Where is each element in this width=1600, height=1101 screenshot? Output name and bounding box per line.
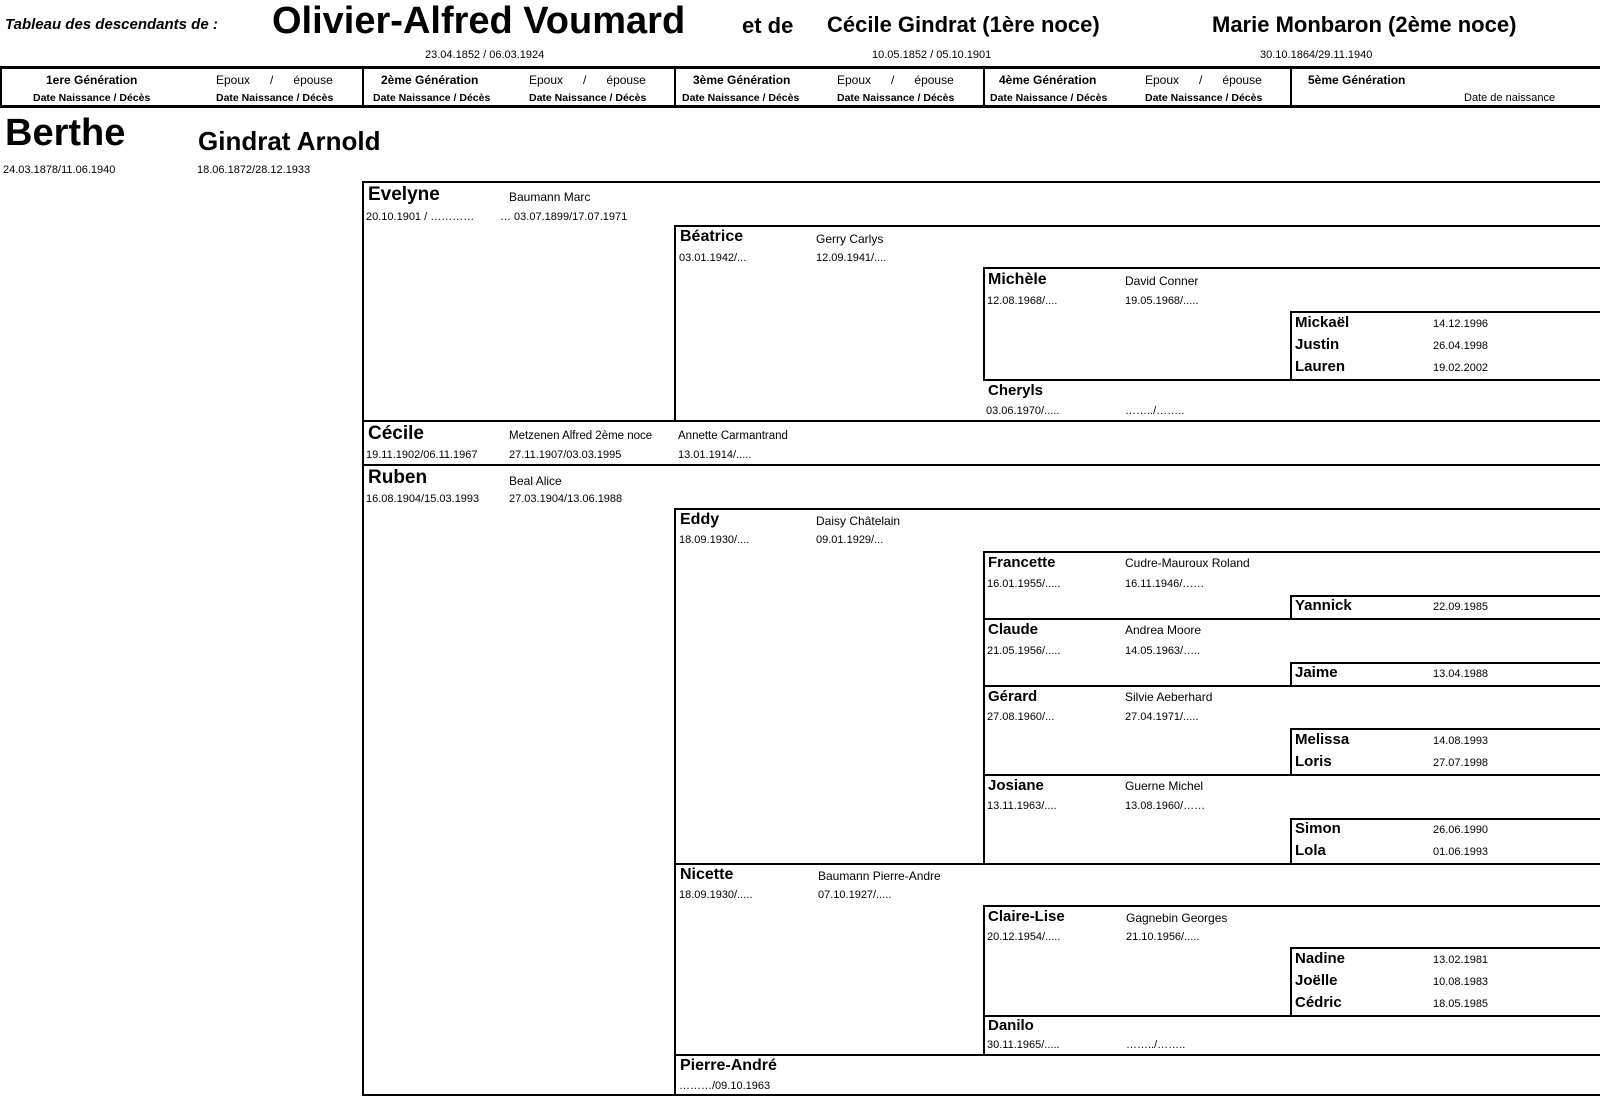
header-gen4: 4ème Génération bbox=[999, 73, 1097, 87]
cecile-name: Cécile bbox=[368, 423, 424, 444]
josiane-kid-date: 01.06.1993 bbox=[1433, 846, 1489, 858]
label: Epoux bbox=[1145, 73, 1180, 87]
title-spouse2-dates: 30.10.1864/29.11.1940 bbox=[1260, 49, 1373, 61]
nicette-name: Nicette bbox=[680, 866, 734, 883]
gerard-kid-name: Melissa bbox=[1295, 731, 1350, 748]
ruben-spouse: Beal Alice bbox=[509, 474, 562, 488]
evelyne-dates: 20.10.1901 / ………… bbox=[366, 211, 475, 223]
gen1-spouse: Gindrat Arnold bbox=[198, 126, 381, 156]
evelyne-name: Evelyne bbox=[368, 184, 440, 205]
title-spouse1-dates: 10.05.1852 / 05.10.1901 bbox=[872, 49, 992, 61]
eddy-name: Eddy bbox=[680, 511, 720, 528]
title-and: et de bbox=[742, 13, 794, 38]
nicette-spouse-dates: 07.10.1927/..... bbox=[818, 889, 892, 901]
nicette-dates: 18.09.1930/..... bbox=[679, 889, 753, 901]
claude-rule bbox=[983, 618, 1600, 620]
header-epoux-3-dates: Date Naissance / Décès bbox=[837, 92, 955, 104]
claire-kid-date: 18.05.1985 bbox=[1433, 998, 1489, 1010]
francette-spouse-dates: 16.11.1946/…… bbox=[1125, 578, 1205, 590]
claude-name: Claude bbox=[988, 621, 1039, 638]
spouse1-name: Cécile Gindrat bbox=[827, 12, 977, 37]
header-epoux-4-dates: Date Naissance / Décès bbox=[1145, 92, 1263, 104]
eddy-dates: 18.09.1930/.... bbox=[679, 534, 750, 546]
header-divider bbox=[983, 66, 985, 108]
gen1-spouse-dates: 18.06.1872/28.12.1933 bbox=[197, 164, 311, 176]
claude-dates: 21.05.1956/..... bbox=[987, 645, 1061, 657]
gerard-kid-name: Loris bbox=[1295, 753, 1332, 770]
claude-spouse: Andrea Moore bbox=[1125, 623, 1202, 637]
header-epoux-2 bbox=[529, 73, 646, 87]
claire-kid-name: Joëlle bbox=[1295, 972, 1338, 989]
michele-spouse-dates: 19.05.1968/..... bbox=[1125, 295, 1199, 307]
header-gen3-dates: Date Naissance / Décès bbox=[682, 92, 800, 104]
josiane-rule bbox=[983, 774, 1600, 776]
cecile-spouse2-dates: 13.01.1914/..... bbox=[678, 449, 752, 461]
gen1-name: Berthe bbox=[5, 112, 126, 154]
label: épouse bbox=[914, 73, 954, 87]
cheryls-rule bbox=[983, 379, 1600, 381]
label: / bbox=[583, 73, 587, 87]
josiane-kid-name: Lola bbox=[1295, 842, 1326, 859]
claude-kid-name: Jaime bbox=[1295, 664, 1338, 681]
beatrice-spouse: Gerry Carlys bbox=[816, 232, 884, 246]
title-spouse2 bbox=[1212, 12, 1516, 38]
header-top-rule bbox=[0, 66, 1600, 69]
nicette-spouse: Baumann Pierre-Andre bbox=[818, 869, 941, 883]
header-gen2-dates: Date Naissance / Décès bbox=[373, 92, 491, 104]
claude-kid-date: 13.04.1988 bbox=[1433, 668, 1489, 680]
claire-kid-date: 10.08.1983 bbox=[1433, 976, 1489, 988]
danilo-dates: 30.11.1965/..... bbox=[987, 1039, 1060, 1051]
header-epoux-4 bbox=[1145, 73, 1262, 87]
spouse2-name: Marie Monbaron bbox=[1212, 12, 1382, 37]
ruben-name: Ruben bbox=[368, 467, 428, 488]
josiane-name: Josiane bbox=[988, 777, 1044, 794]
gerard-name: Gérard bbox=[988, 688, 1038, 705]
pierre-rule bbox=[674, 1054, 1600, 1056]
claire-kid-name: Nadine bbox=[1295, 950, 1346, 967]
josiane-spouse: Guerne Michel bbox=[1125, 779, 1204, 793]
michele-kid-date: 19.02.2002 bbox=[1433, 362, 1489, 374]
header-gen5: 5ème Génération bbox=[1308, 73, 1406, 87]
michele-kid-name: Lauren bbox=[1295, 358, 1346, 375]
evelyne-spouse: Baumann Marc bbox=[509, 190, 591, 204]
josiane-kid-date: 26.06.1990 bbox=[1433, 824, 1489, 836]
label: / bbox=[891, 73, 895, 87]
header-epoux-1-dates: Date Naissance / Décès bbox=[216, 92, 334, 104]
cecile-rule bbox=[362, 420, 1600, 422]
header-bottom-rule bbox=[0, 105, 1600, 108]
cecile-spouse2: Annette Carmantrand bbox=[678, 430, 788, 442]
gerard-spouse-dates: 27.04.1971/..... bbox=[1125, 711, 1199, 723]
label: Epoux bbox=[529, 73, 564, 87]
header-gen1: 1ere Génération bbox=[46, 73, 138, 87]
spouse2-note: (2ème noce) bbox=[1388, 12, 1517, 37]
header-gen2: 2ème Génération bbox=[381, 73, 479, 87]
claire-kid-name: Cédric bbox=[1295, 994, 1342, 1011]
danilo-spouse-dates: ……../…….. bbox=[1126, 1039, 1186, 1051]
eddy-spouse: Daisy Châtelain bbox=[816, 514, 901, 528]
eddy-spouse-dates: 09.01.1929/... bbox=[816, 534, 884, 546]
cecile-spouse: Metzenen Alfred 2ème noce bbox=[509, 430, 653, 442]
claire-name: Claire-Lise bbox=[988, 908, 1065, 925]
michele-kid-name: Mickaël bbox=[1295, 314, 1350, 331]
label: Epoux bbox=[837, 73, 872, 87]
label: / bbox=[270, 73, 274, 87]
ruben-spouse-dates: 27.03.1904/13.06.1988 bbox=[509, 493, 623, 505]
gerard-spouse: Silvie Aeberhard bbox=[1125, 690, 1213, 704]
label: / bbox=[1199, 73, 1203, 87]
header-epoux-1 bbox=[216, 73, 333, 87]
beatrice-dates: 03.01.1942/... bbox=[679, 252, 747, 264]
francette-kid-date: 22.09.1985 bbox=[1433, 601, 1489, 613]
francette-dates: 16.01.1955/..... bbox=[987, 578, 1061, 590]
cecile-spouse-dates: 27.11.1907/03.03.1995 bbox=[509, 449, 622, 461]
beatrice-spouse-dates: 12.09.1941/.... bbox=[816, 252, 887, 264]
danilo-name: Danilo bbox=[988, 1017, 1034, 1034]
gerard-kid-date: 14.08.1993 bbox=[1433, 735, 1489, 747]
danilo-rule bbox=[983, 1015, 1600, 1017]
label: Epoux bbox=[216, 73, 251, 87]
ruben-dates: 16.08.1904/15.03.1993 bbox=[366, 493, 480, 505]
francette-spouse: Cudre-Mauroux Roland bbox=[1125, 556, 1250, 570]
claire-spouse: Gagnebin Georges bbox=[1126, 911, 1228, 925]
cheryls-dates: 03.06.1970/..... bbox=[986, 405, 1060, 417]
cecile-dates: 19.11.1902/06.11.1967 bbox=[366, 449, 478, 461]
gerard-dates: 27.08.1960/... bbox=[987, 711, 1055, 723]
michele-kid-date: 26.04.1998 bbox=[1433, 340, 1489, 352]
header-gen5-dob: Date de naissance bbox=[1464, 92, 1556, 104]
francette-kid-name: Yannick bbox=[1295, 597, 1352, 614]
gerard-rule bbox=[983, 685, 1600, 687]
michele-spouse: David Conner bbox=[1125, 274, 1199, 288]
josiane-dates: 13.11.1963/.... bbox=[987, 800, 1057, 812]
nicette-rule bbox=[674, 863, 1600, 865]
header-divider bbox=[674, 66, 676, 108]
title-person-dates: 23.04.1852 / 06.03.1924 bbox=[425, 49, 545, 61]
header-gen4-dates: Date Naissance / Décès bbox=[990, 92, 1108, 104]
title-intro: Tableau des descendants de : bbox=[5, 16, 218, 33]
michele-dates: 12.08.1968/.... bbox=[987, 295, 1058, 307]
spouse1-note: (1ère noce) bbox=[982, 12, 1100, 37]
pierre-name: Pierre-André bbox=[680, 1057, 777, 1074]
claude-spouse-dates: 14.05.1963/….. bbox=[1125, 645, 1201, 657]
michele-kid-name: Justin bbox=[1295, 336, 1340, 353]
josiane-spouse-dates: 13.08.1960/…… bbox=[1125, 800, 1206, 812]
header-gen3: 3ème Génération bbox=[693, 73, 791, 87]
label: épouse bbox=[1222, 73, 1262, 87]
header-epoux-3 bbox=[837, 73, 954, 87]
header-divider bbox=[362, 66, 364, 108]
michele-kid-date: 14.12.1996 bbox=[1433, 318, 1489, 330]
label: épouse bbox=[606, 73, 646, 87]
cheryls-spouse-dates: ……../…….. bbox=[1125, 405, 1185, 417]
cheryls-name: Cheryls bbox=[988, 382, 1044, 399]
label: épouse bbox=[293, 73, 333, 87]
evelyne-spouse-dates: … 03.07.1899/17.07.1971 bbox=[500, 211, 628, 223]
header-divider bbox=[0, 66, 2, 108]
claire-spouse-dates: 21.10.1956/..... bbox=[1126, 931, 1200, 943]
beatrice-name: Béatrice bbox=[680, 228, 744, 245]
title-spouse1 bbox=[827, 12, 1100, 38]
gen1-dates: 24.03.1878/11.06.1940 bbox=[3, 164, 116, 176]
header-divider bbox=[1290, 66, 1292, 108]
francette-name: Francette bbox=[988, 554, 1056, 571]
ruben-rule bbox=[362, 464, 1600, 466]
header-gen1-dates: Date Naissance / Décès bbox=[33, 92, 151, 104]
michele-name: Michèle bbox=[988, 271, 1047, 288]
claire-dates: 20.12.1954/..... bbox=[987, 931, 1061, 943]
pierre-dates: ………/09.10.1963 bbox=[679, 1080, 771, 1092]
header-epoux-2-dates: Date Naissance / Décès bbox=[529, 92, 647, 104]
claire-kid-date: 13.02.1981 bbox=[1433, 954, 1489, 966]
josiane-kid-name: Simon bbox=[1295, 820, 1341, 837]
title-person: Olivier-Alfred Voumard bbox=[272, 0, 686, 42]
gerard-kid-date: 27.07.1998 bbox=[1433, 757, 1489, 769]
